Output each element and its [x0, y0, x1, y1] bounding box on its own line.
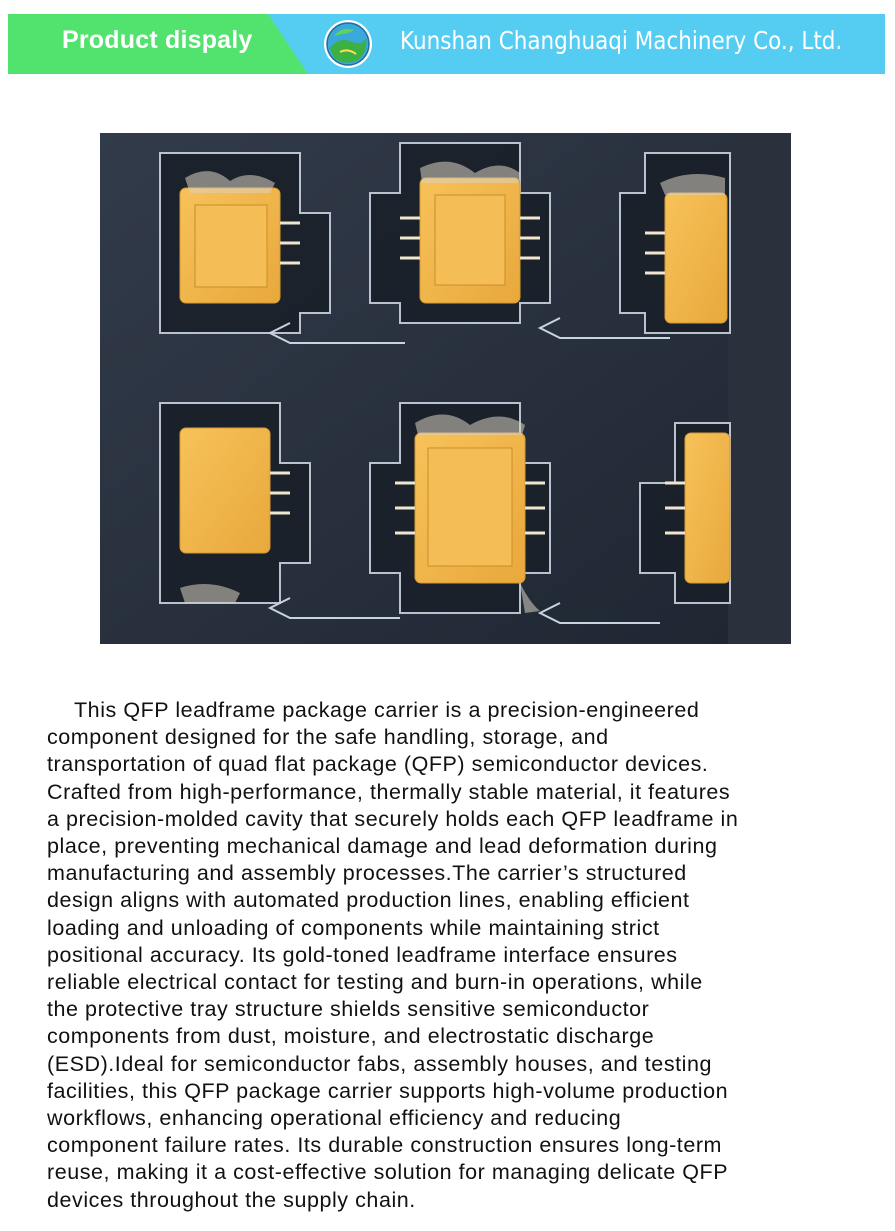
description-line: workflows, enhancing operational efficiency and reducing — [47, 1106, 622, 1131]
globe-leaf-logo-icon — [322, 18, 374, 70]
description-line: positional accuracy. Its gold-toned leadframe interface ensures — [47, 942, 678, 967]
product-description — [47, 697, 867, 1214]
description-line: components from dust, moisture, and electrostatic discharge — [47, 1024, 655, 1049]
description-line: component designed for the safe handling, storage, and — [47, 725, 609, 750]
description-line: a precision-molded cavity that securely holds each QFP leadframe in — [47, 806, 739, 831]
description-line: This QFP leadframe package carrier is a precision-engineered — [74, 698, 700, 722]
description-line: (ESD).Ideal for semiconductor fabs, assembly houses, and testing — [47, 1051, 712, 1076]
company-name: Kunshan Changhuaqi Machinery Co., Ltd. — [400, 26, 843, 55]
header-banner — [8, 14, 885, 74]
description-line: devices throughout the supply chain. — [47, 1187, 416, 1212]
description-line: manufacturing and assembly processes.The carrier’s structured — [47, 861, 687, 886]
description-line: reliable electrical contact for testing and burn-in operations, while — [47, 970, 703, 995]
description-line: design aligns with automated production lines, enabling efficient — [47, 888, 690, 913]
description-line: facilities, this QFP package carrier supports high-volume production — [47, 1078, 729, 1103]
qfp-carrier-tray-photo — [100, 133, 791, 644]
description-line: loading and unloading of components while maintaining strict — [47, 915, 660, 940]
section-label: Product dispaly — [62, 26, 253, 54]
description-line: transportation of quad flat package (QFP) semiconductor devices. — [47, 752, 709, 777]
description-line: the protective tray structure shields sensitive semiconductor — [47, 997, 650, 1022]
description-line: Crafted from high-performance, thermally stable material, it features — [47, 779, 731, 804]
description-line: component failure rates. Its durable construction ensures long-term — [47, 1133, 723, 1158]
description-line: place, preventing mechanical damage and lead deformation during — [47, 834, 718, 859]
description-line: reuse, making it a cost-effective solution for managing delicate QFP — [47, 1160, 729, 1185]
